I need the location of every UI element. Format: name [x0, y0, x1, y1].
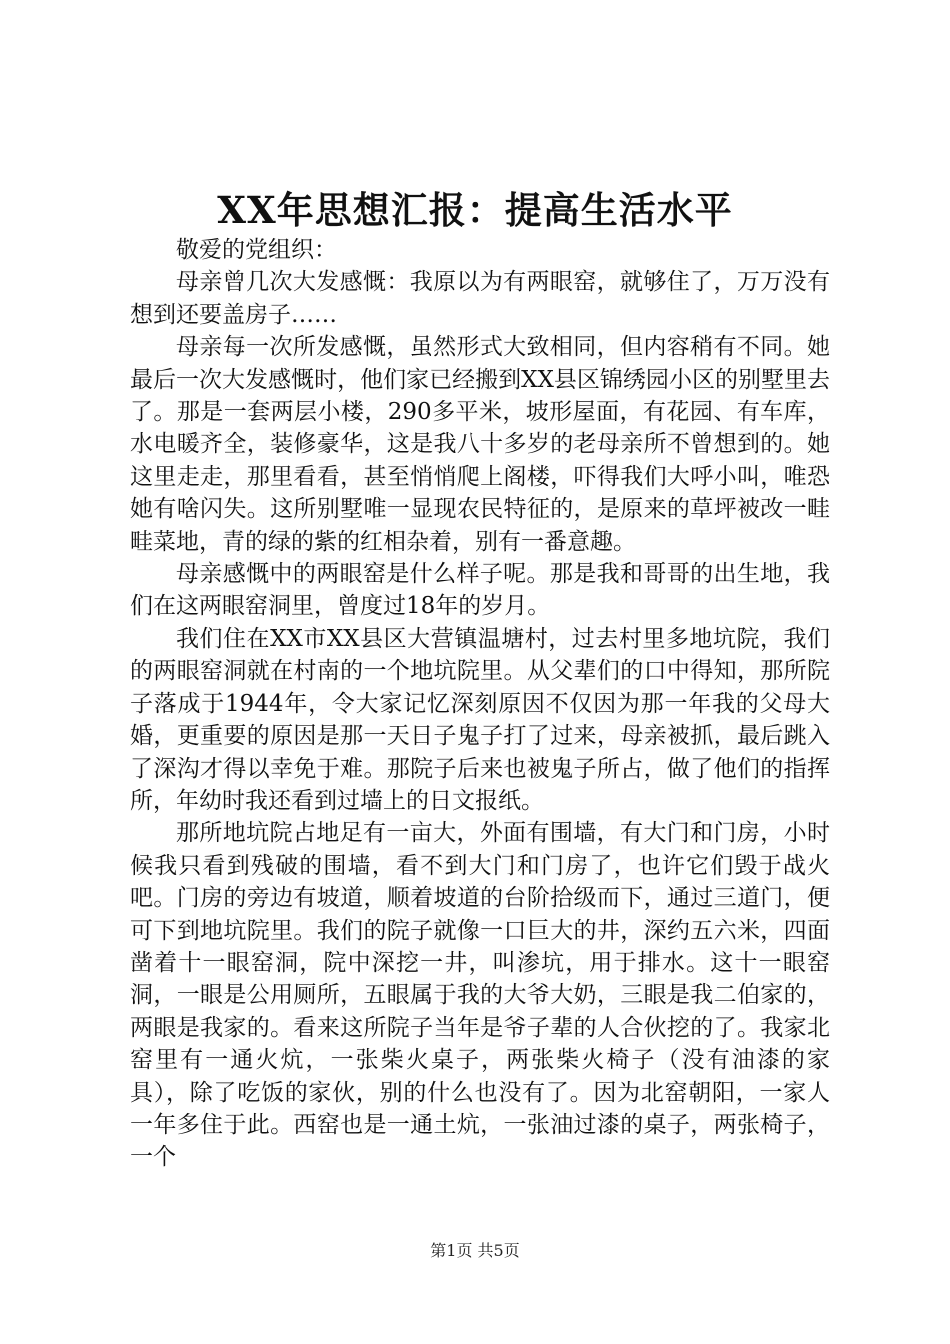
page-footer: 第1页 共5页 — [430, 1241, 520, 1260]
document-body — [130, 234, 830, 1174]
paragraph-2: 母亲每一次所发感慨，虽然形式大致相同，但内容稍有不同。她最后一次大发感慨时，他们家已经搬到XX县区锦绣园小区的别墅里去了。那是一套两层小楼，290多平米，坡形屋面，有花园、有车库，水电暖齐全，装修豪华，这是我八十多岁的老母亲所不曾想到的。她这里走走，那里看看，甚至悄悄爬上阁楼，吓得我们大呼小叫，唯恐她有啥闪失。这所别墅唯一显现农民特征的，是原来的草坪被改一畦畦菜地，青的绿的紫的红相杂着，别有一番意趣。 — [130, 334, 830, 555]
paragraph-4: 我们住在XX市XX县区大营镇温塘村，过去村里多地坑院，我们的两眼窑洞就在村南的一个地坑院里。从父辈们的口中得知，那所院子落成于1944年，令大家记忆深刻原因不仅因为那一年我的父母大婚，更重要的原因是那一天日子鬼子打了过来，母亲被抓，最后跳入了深沟才得以幸免于难。那院子后来也被鬼子所占，做了他们的指挥所，年幼时我还看到过墙上的日文报纸。 — [130, 625, 830, 814]
document-title: XX年思想汇报：提高生活水平 — [217, 188, 733, 232]
salutation: 敬爱的党组织： — [176, 237, 337, 263]
paragraph-5: 那所地坑院占地足有一亩大，外面有围墙，有大门和门房，小时候我只看到残破的围墙，看不到大门和门房了，也许它们毁于战火吧。门房的旁边有坡道，顺着坡道的台阶拾级而下，通过三道门，便可下到地坑院里。我们的院子就像一口巨大的井，深约五六米，四面凿着十一眼窑洞，院中深挖一井，叫渗坑，用于排水。这十一眼窑洞，一眼是公用厕所，五眼属于我的大爷大奶，三眼是我二伯家的，两眼是我家的。看来这所院子当年是爷子辈的人合伙挖的了。我家北窑里有一通火炕，一张柴火桌子，两张柴火椅子（没有油漆的家具），除了吃饭的家伙，别的什么也没有了。因为北窑朝阳，一家人一年多住于此。西窑也是一通土炕，一张油过漆的桌子，两张椅子，一个 — [130, 820, 830, 1171]
paragraph-1: 母亲曾几次大发感慨：我原以为有两眼窑，就够住了，万万没有想到还要盖房子…… — [130, 269, 830, 328]
paragraph-3: 母亲感慨中的两眼窑是什么样子呢。那是我和哥哥的出生地，我们在这两眼窑洞里，曾度过18年的岁月。 — [130, 561, 830, 620]
